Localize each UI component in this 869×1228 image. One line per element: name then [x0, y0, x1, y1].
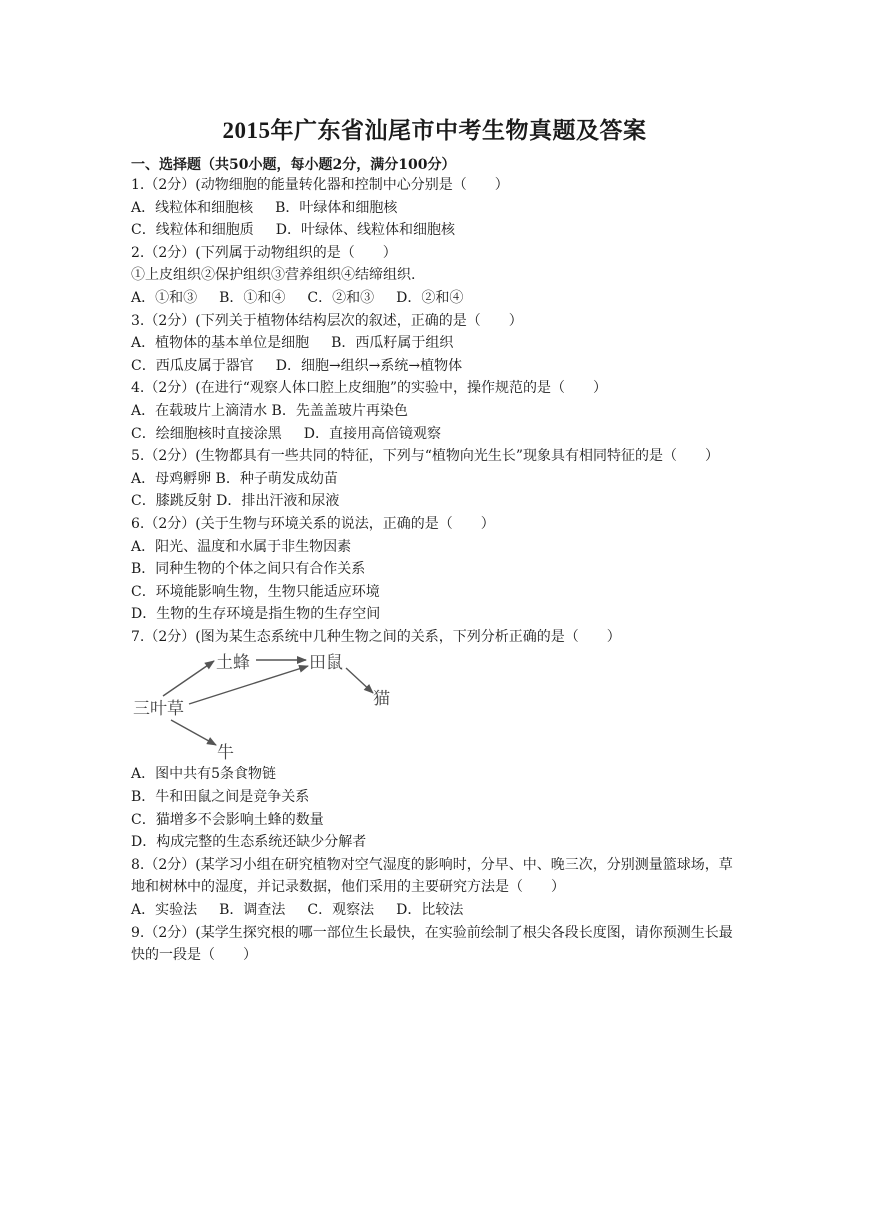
option: C．西瓜皮属于器官 [131, 357, 254, 374]
question-stem: 1.（2分）(动物细胞的能量转化器和控制中心分别是（ ） [131, 177, 509, 193]
option: A．线粒体和细胞核 [131, 199, 254, 216]
option: A．阳光、温度和水属于非生物因素 [131, 538, 352, 555]
node-cat: 猫 [373, 689, 390, 710]
node-cow: 牛 [217, 743, 234, 764]
option: B．①和④ [219, 289, 286, 306]
option-line [131, 332, 743, 355]
option-line [131, 219, 743, 242]
option: D．比较法 [396, 902, 464, 919]
option-line [131, 809, 743, 832]
option: C．绘细胞核时直接涂黑 [131, 425, 282, 442]
option-line [131, 468, 743, 491]
option-line [131, 899, 743, 922]
option: B．调查法 [219, 902, 286, 919]
option-line [131, 786, 743, 809]
question-extra: ①上皮组织②保护组织③营养组织④结缔组织. [131, 267, 416, 284]
option: C．②和③ [307, 289, 375, 306]
option: A．植物体的基本单位是细胞 [131, 335, 310, 352]
option: B．叶绿体和细胞核 [275, 199, 398, 216]
option: D．叶绿体、线粒体和细胞核 [275, 222, 455, 239]
option: B．西瓜籽属于组织 [331, 335, 454, 352]
question-stem: 3.（2分）(下列关于植物体结构层次的叙述，正确的是（ ） [131, 312, 523, 329]
arrow-clover-to-cow [171, 720, 216, 745]
option-line [131, 603, 743, 626]
option: D．构成完整的生态系统还缺少分解者 [131, 834, 367, 851]
arrow-mouse-to-cat [346, 668, 373, 693]
option-line [131, 197, 743, 220]
option: D．直接用高倍镜观察 [303, 425, 441, 442]
option-line [131, 400, 743, 423]
option-line [131, 831, 743, 854]
option-line [131, 355, 743, 378]
question-stem: 8.（2分）(某学习小组在研究植物对空气湿度的影响时，分早、中、晚三次，分别测量篮球场，草地和树林中的湿度，并记录数据，他们采用的主要研究方法是（ ） [131, 856, 733, 896]
option: A．①和③ [131, 289, 198, 306]
node-bee: 土蜂 [216, 653, 250, 674]
option: B．牛和田鼠之间是竞争关系 [131, 789, 310, 806]
option-line [131, 581, 743, 604]
option-line [131, 536, 743, 559]
question-list [131, 174, 743, 967]
question-stem: 7.（2分）(图为某生态系统中几种生物之间的关系，下列分析正确的是（ ） [131, 628, 621, 645]
option: A．在载玻片上滴清水 B．先盖盖玻片再染色 [131, 402, 408, 419]
node-clover: 三叶草 [133, 699, 184, 720]
option: C．膝跳反射 D．排出汗液和尿液 [131, 493, 340, 510]
option: A．图中共有5条食物链 [131, 766, 277, 783]
question-stem: 5.（2分）(生物都具有一些共同的特征，下列与“植物向光生长”现象具有相同特征的是（ ） [131, 448, 720, 465]
option: C．环境能影响生物，生物只能适应环境 [131, 583, 380, 600]
option: D．生物的生存环境是指生物的生存空间 [131, 606, 381, 623]
question-stem: 2.（2分）(下列属于动物组织的是（ ） [131, 244, 397, 261]
option: B．同种生物的个体之间只有合作关系 [131, 561, 366, 578]
option: C．线粒体和细胞质 [131, 222, 254, 239]
section-heading: 一、选择题（共50小题，每小题2分，满分100分） [131, 157, 456, 173]
option-line [131, 558, 743, 581]
option: C．观察法 [307, 902, 375, 919]
option-line [131, 763, 743, 786]
document-title: 2015年广东省汕尾市中考生物真题及答案 [222, 118, 647, 143]
option-line [131, 423, 743, 446]
question-stem: 6.（2分）(关于生物与环境关系的说法，正确的是（ ） [131, 515, 495, 532]
node-field-mouse: 田鼠 [309, 653, 343, 674]
option: D．细胞→组织→系统→植物体 [275, 357, 463, 374]
question-stem: 9.（2分）(某学生探究根的哪一部位生长最快，在实验前绘制了根尖各段长度图，请你预测生长最快的一段是（ ） [131, 924, 733, 964]
option: A．母鸡孵卵 B．种子萌发成幼苗 [131, 470, 338, 487]
option: C．猫增多不会影响土蜂的数量 [131, 811, 324, 828]
food-web-diagram [131, 648, 431, 763]
arrow-clover-to-bee [163, 661, 214, 696]
question-stem: 4.（2分）(在进行“观察人体口腔上皮细胞”的实验中，操作规范的是（ ） [131, 380, 608, 397]
option: A．实验法 [131, 902, 198, 919]
option: D．②和④ [396, 289, 464, 306]
option-line [131, 287, 743, 310]
option-line [131, 490, 743, 513]
